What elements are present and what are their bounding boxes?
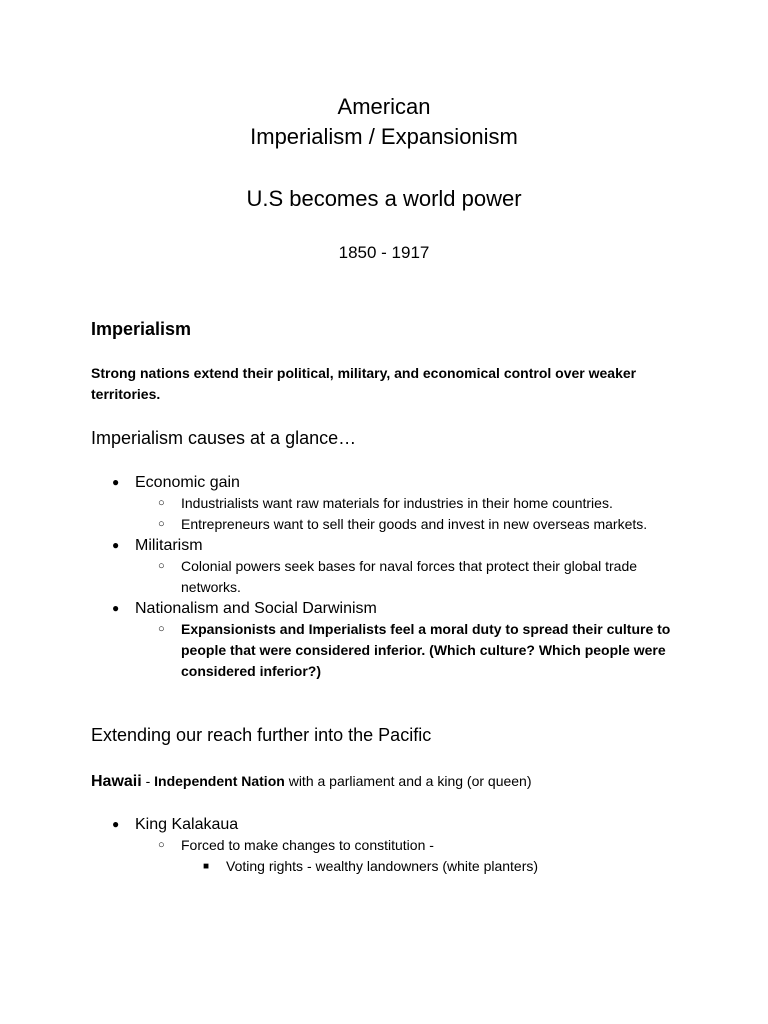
hollow-bullet-icon: ○ xyxy=(158,518,165,530)
hawaii-label: Hawaii xyxy=(91,773,142,790)
cause-detail: Expansionists and Imperialists feel a moral duty to spread their culture to people that were considered inferior. (Which culture? Which people were considered inferior?) xyxy=(181,621,671,679)
list-item xyxy=(91,472,698,493)
list-item xyxy=(91,814,698,835)
hollow-bullet-icon: ○ xyxy=(158,497,165,509)
list-item xyxy=(91,598,698,619)
bullet-icon: ● xyxy=(112,817,120,831)
hawaii-list xyxy=(91,814,698,877)
subtitle: U.S becomes a world power xyxy=(246,186,522,211)
list-item xyxy=(91,835,698,856)
hawaii-description: with a parliament and a king (or queen) xyxy=(284,773,532,789)
pacific-heading: Extending our reach further into the Pacific xyxy=(91,725,432,745)
bullet-icon: ● xyxy=(112,601,120,615)
list-item xyxy=(91,535,698,556)
imperialism-heading: Imperialism xyxy=(91,319,192,339)
cause-detail: Colonial powers seek bases for naval forces that protect their global trade networks. xyxy=(181,558,638,595)
list-item xyxy=(91,619,698,682)
bullet-icon: ● xyxy=(112,538,120,552)
title-line-2: Imperialism / Expansionism xyxy=(250,124,518,149)
hollow-bullet-icon: ○ xyxy=(158,623,165,635)
imperialism-definition: Strong nations extend their political, military, and economical control over weaker territories. xyxy=(91,365,637,402)
bullet-icon: ● xyxy=(112,475,120,489)
hawaii-status: Independent Nation xyxy=(154,773,285,789)
list-item xyxy=(91,856,698,877)
hollow-bullet-icon: ○ xyxy=(158,839,165,851)
cause-label: Nationalism and Social Darwinism xyxy=(135,600,377,617)
hawaii-item-label: King Kalakaua xyxy=(135,816,239,833)
title-block xyxy=(0,92,768,265)
causes-list xyxy=(91,472,698,682)
cause-detail: Industrialists want raw materials for industries in their home countries. xyxy=(181,495,613,511)
hawaii-item-subdetail: Voting rights - wealthy landowners (white planters) xyxy=(226,858,539,874)
cause-label: Militarism xyxy=(135,537,203,554)
list-item xyxy=(91,493,698,514)
square-bullet-icon: ■ xyxy=(203,861,210,872)
list-item xyxy=(91,514,698,535)
causes-heading: Imperialism causes at a glance… xyxy=(91,428,357,448)
list-item xyxy=(91,556,698,598)
hollow-bullet-icon: ○ xyxy=(158,560,165,572)
cause-label: Economic gain xyxy=(135,474,240,491)
hawaii-separator: - xyxy=(141,773,155,789)
title-line-1: American xyxy=(337,94,431,119)
hawaii-item-detail: Forced to make changes to constitution - xyxy=(181,837,434,853)
date-range: 1850 - 1917 xyxy=(338,243,430,262)
cause-detail: Entrepreneurs want to sell their goods and invest in new overseas markets. xyxy=(181,516,648,532)
hawaii-line xyxy=(91,771,698,792)
